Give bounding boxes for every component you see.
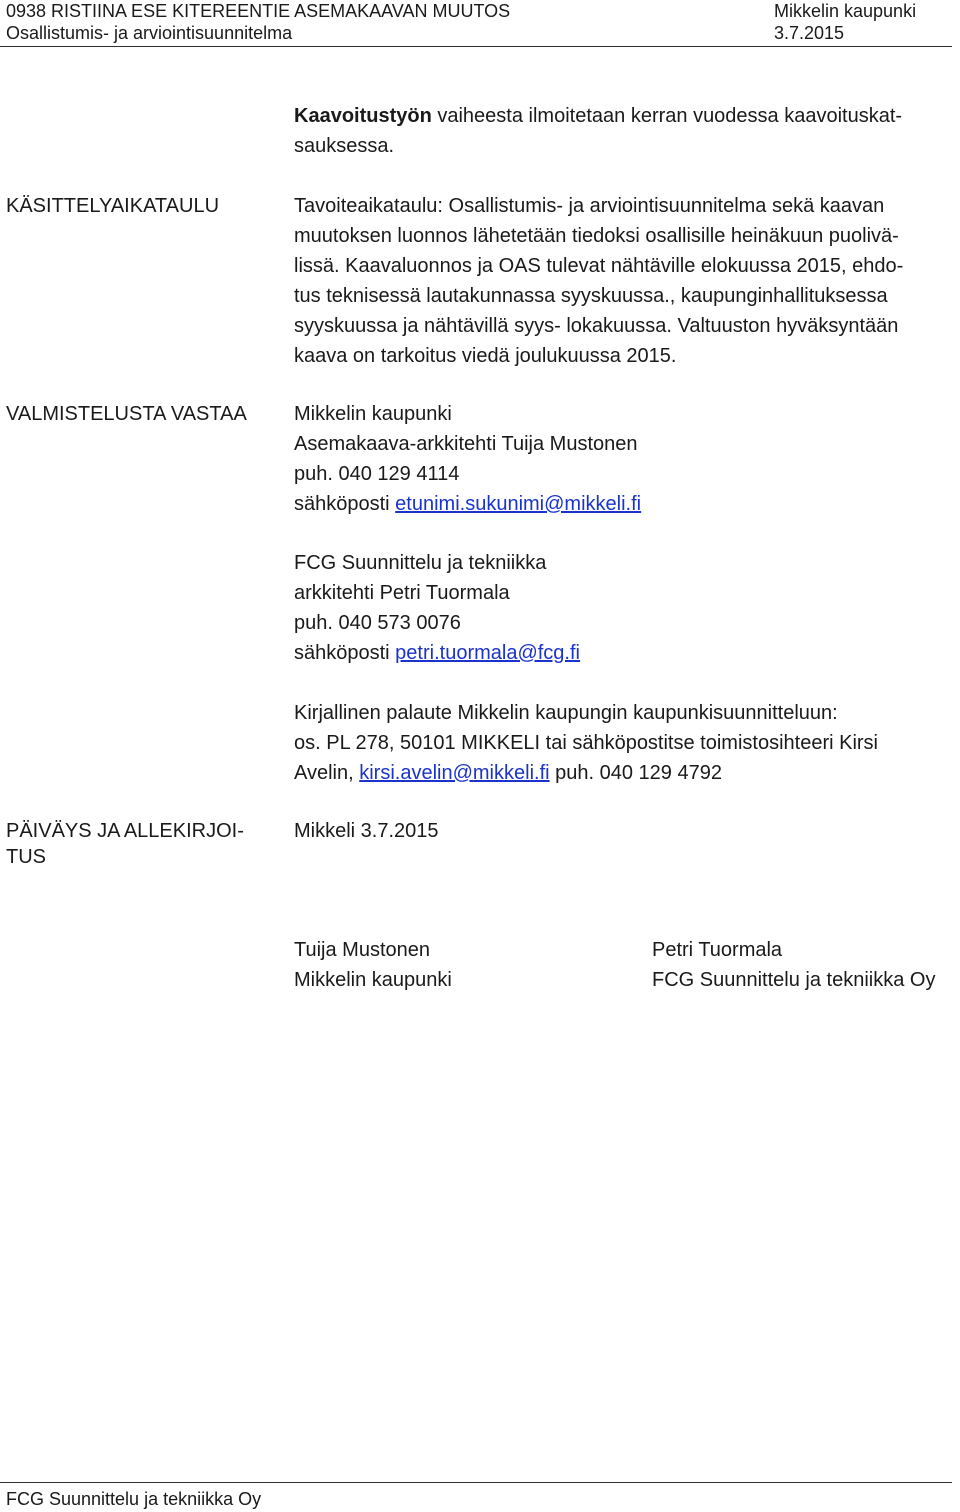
contact-city-email-prefix: sähköposti [294, 493, 396, 515]
footer-rule [0, 1482, 952, 1483]
contact-city-org: Mikkelin kaupunki [294, 403, 452, 425]
contact-consultant-email-prefix: sähköposti [294, 642, 396, 664]
signer-2 [652, 935, 935, 995]
contact-city [294, 399, 641, 519]
signature-label-line1: PÄIVÄYS JA ALLEKIRJOI- [6, 820, 244, 842]
signature-label-line2: TUS [6, 846, 46, 868]
schedule-line: muutoksen luonnos lähetetään tiedoksi osallisille heinäkuun puolivä- [294, 225, 899, 247]
signer-1-name: Tuija Mustonen [294, 939, 430, 961]
header-rule [0, 46, 952, 47]
signer-2-name: Petri Tuormala [652, 939, 783, 961]
schedule-text [294, 191, 903, 371]
header-date: 3.7.2015 [774, 23, 845, 43]
contact-consultant-phone: puh. 040 573 0076 [294, 612, 461, 634]
signer-2-org: FCG Suunnittelu ja tekniikka Oy [652, 969, 936, 991]
contact-city-phone: puh. 040 129 4114 [294, 463, 460, 485]
intro-line2: sauksessa. [294, 135, 395, 157]
contact-consultant-title: arkkitehti Petri Tuormala [294, 582, 510, 604]
feedback-line3-prefix: Avelin, [294, 762, 360, 784]
feedback-line2: os. PL 278, 50101 MIKKELI tai sähköpostitse toimistosihteeri Kirsi [294, 732, 878, 754]
schedule-line: tus teknisessä lautakunnassa syyskuussa., kaupunginhallituksessa [294, 285, 888, 307]
signer-1-org: Mikkelin kaupunki [294, 969, 452, 991]
contact-consultant-email-link[interactable]: petri.tuormala@fcg.fi [395, 642, 580, 664]
contacts-label: VALMISTELUSTA VASTAA [6, 403, 247, 425]
schedule-line: kaava on tarkoitus viedä joulukuussa 2015. [294, 345, 677, 367]
footer-company: FCG Suunnittelu ja tekniikka Oy [6, 1489, 262, 1509]
intro-bold: Kaavoitustyön [294, 105, 432, 127]
contact-consultant-org: FCG Suunnittelu ja tekniikka [294, 552, 547, 574]
intro-text [294, 101, 902, 161]
header-municipality: Mikkelin kaupunki [774, 1, 917, 21]
signer-1 [294, 935, 452, 995]
signature-label [6, 818, 244, 870]
schedule-label: KÄSITTELYAIKATAULU [6, 195, 220, 217]
schedule-line: lissä. Kaavaluonnos ja OAS tulevat nähtäville elokuussa 2015, ehdo- [294, 255, 904, 277]
feedback-line1: Kirjallinen palaute Mikkelin kaupungin kaupunkisuunnitteluun: [294, 702, 838, 724]
contact-city-email-link[interactable]: etunimi.sukunimi@mikkeli.fi [395, 493, 642, 515]
schedule-line: Tavoiteaikataulu: Osallistumis- ja arviointisuunnitelma sekä kaavan [294, 195, 885, 217]
feedback [294, 698, 878, 788]
feedback-email-link[interactable]: kirsi.avelin@mikkeli.fi [359, 762, 550, 784]
feedback-line3-suffix: puh. 040 129 4792 [549, 762, 722, 784]
contact-consultant [294, 548, 580, 668]
header-project: 0938 RISTIINA ESE KITEREENTIE ASEMAKAAVAN MUUTOS [6, 1, 511, 21]
signature-place-date: Mikkeli 3.7.2015 [294, 820, 439, 842]
contact-city-title: Asemakaava-arkkitehti Tuija Mustonen [294, 433, 638, 455]
header-document-title: Osallistumis- ja arviointisuunnitelma [6, 23, 293, 43]
intro-line1: vaiheesta ilmoitetaan kerran vuodessa kaavoituskat- [431, 105, 903, 127]
schedule-line: syyskuussa ja nähtävillä syys- lokakuussa. Valtuuston hyväksyntään [294, 315, 899, 337]
